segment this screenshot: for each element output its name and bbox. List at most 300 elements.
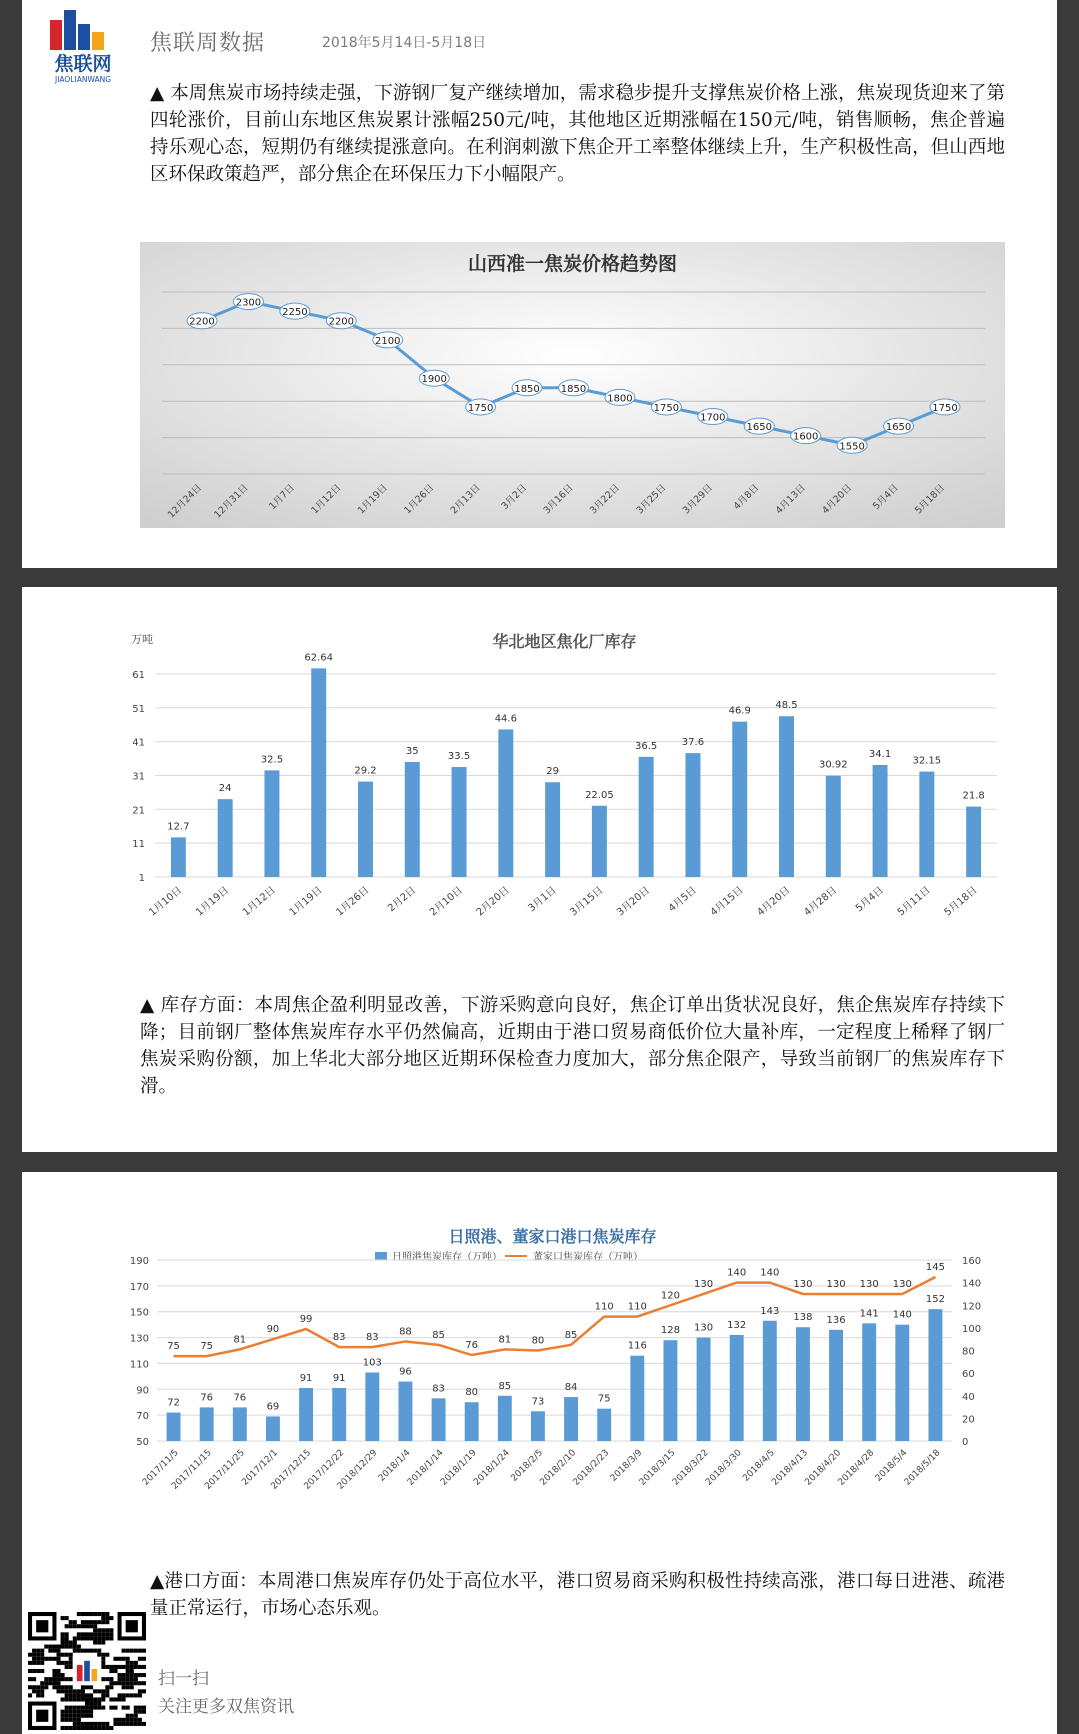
qr-module: [32, 1685, 36, 1689]
qr-module: [122, 1693, 126, 1697]
qr-module: [85, 1624, 89, 1628]
qr-module: [126, 1681, 130, 1685]
x-tick-label: 3月25日: [634, 482, 669, 517]
qr-module: [65, 1624, 69, 1628]
qr-module: [138, 1718, 142, 1722]
line-value-label: 85: [564, 1329, 578, 1341]
qr-module: [118, 1722, 122, 1726]
rizhao-bar: [299, 1388, 313, 1441]
line-value-label: 80: [531, 1335, 545, 1347]
qr-module: [134, 1693, 138, 1697]
bar-value-label: 72: [167, 1397, 180, 1409]
rizhao-bar: [200, 1407, 214, 1441]
qr-module: [101, 1612, 105, 1616]
x-tick-label: 3月16日: [541, 482, 576, 517]
x-tick-label: 3月29日: [680, 482, 715, 517]
qr-module: [36, 1661, 40, 1665]
line-value-label: 99: [299, 1314, 313, 1326]
bar-value-label: 85: [498, 1380, 512, 1392]
x-tick-label: 2018/3/9: [608, 1448, 645, 1484]
qr-module: [93, 1632, 97, 1636]
x-tick-label: 2018/1/4: [376, 1448, 413, 1484]
y-right-tick-label: 20: [962, 1414, 975, 1426]
qr-module: [89, 1710, 93, 1714]
qr-module: [134, 1706, 138, 1710]
bar-value-label: 76: [200, 1392, 214, 1404]
bar-value-label: 48.5: [775, 700, 798, 712]
qr-module: [65, 1661, 69, 1665]
y-unit-label: 万吨: [131, 633, 153, 646]
port-card: [22, 1172, 1057, 1734]
x-tick-label: 4月8日: [731, 482, 762, 513]
data-label: 1850: [560, 383, 587, 395]
bar-value-label: 35: [405, 745, 419, 757]
qr-module: [56, 1649, 60, 1653]
qr-module: [97, 1706, 101, 1710]
qr-module: [85, 1612, 89, 1616]
line-value-label: 110: [594, 1301, 614, 1313]
rizhao-bar: [398, 1382, 412, 1441]
qr-module: [93, 1636, 97, 1640]
x-tick-label: 5月4日: [870, 482, 901, 513]
line-value-label: 120: [660, 1290, 680, 1302]
line-value-label: 81: [498, 1334, 512, 1346]
x-tick-label: 2018/4/28: [836, 1448, 877, 1488]
qr-module: [138, 1706, 142, 1710]
bar-value-label: 96: [399, 1366, 412, 1378]
qr-module: [85, 1620, 89, 1624]
qr-module: [32, 1677, 36, 1681]
qr-finder-core: [126, 1620, 138, 1632]
inventory-bar: [966, 807, 981, 877]
y-tick-label: 1: [138, 873, 145, 884]
qr-module: [105, 1689, 109, 1693]
qr-module: [105, 1685, 109, 1689]
qr-module: [32, 1669, 36, 1673]
qr-module: [101, 1706, 105, 1710]
bar-value-label: 44.6: [494, 713, 517, 725]
qr-module: [126, 1669, 130, 1673]
line-value-label: 90: [266, 1324, 280, 1336]
qr-module: [32, 1653, 36, 1657]
y-left-tick-label: 90: [136, 1385, 149, 1397]
qr-module: [134, 1681, 138, 1685]
qr-module: [113, 1657, 117, 1661]
qr-module: [77, 1706, 81, 1710]
bar-value-label: 136: [826, 1314, 846, 1326]
rizhao-bar: [531, 1411, 545, 1441]
qr-module: [130, 1649, 134, 1653]
qr-module: [73, 1706, 77, 1710]
inventory-card: [22, 587, 1057, 1152]
qr-module: [126, 1693, 130, 1697]
rizhao-bar: [895, 1325, 909, 1441]
qr-module: [65, 1685, 69, 1689]
bar-value-label: 24: [218, 783, 232, 795]
qr-module: [77, 1697, 81, 1701]
qr-module: [52, 1685, 56, 1689]
qr-module: [81, 1706, 85, 1710]
qr-module: [93, 1624, 97, 1628]
qr-module: [97, 1653, 101, 1657]
data-label: 1550: [839, 441, 865, 453]
qr-module: [109, 1636, 113, 1640]
inventory-bar: [218, 799, 233, 877]
qr-module: [81, 1714, 85, 1718]
qr-module: [65, 1653, 69, 1657]
qr-module: [65, 1714, 69, 1718]
qr-module: [36, 1689, 40, 1693]
bar-value-label: 83: [432, 1383, 445, 1395]
qr-module: [85, 1693, 89, 1697]
legend-label-dongjiakou: 董家口焦炭库存（万吨）: [533, 1252, 643, 1263]
data-label: 1750: [932, 402, 958, 414]
qr-module: [81, 1726, 85, 1730]
qr-module: [56, 1681, 60, 1685]
qr-module: [28, 1677, 32, 1681]
x-tick-label: 1月12日: [240, 884, 278, 919]
qr-module: [85, 1632, 89, 1636]
data-label: 2200: [328, 316, 355, 328]
rizhao-bar: [365, 1372, 379, 1441]
x-tick-label: 2018/3/22: [670, 1448, 711, 1488]
qr-module: [56, 1653, 60, 1657]
qr-module: [101, 1620, 105, 1624]
x-tick-label: 4月20日: [755, 884, 793, 919]
rizhao-bar: [630, 1356, 644, 1441]
qr-module: [101, 1693, 105, 1697]
qr-module: [118, 1657, 122, 1661]
qr-module: [126, 1677, 130, 1681]
rizhao-bar: [432, 1398, 446, 1441]
qr-module: [134, 1710, 138, 1714]
qr-module: [65, 1718, 69, 1722]
qr-module: [61, 1714, 65, 1718]
qr-module: [69, 1718, 73, 1722]
qr-module: [28, 1669, 32, 1673]
qr-module: [69, 1657, 73, 1661]
qr-module: [77, 1718, 81, 1722]
qr-module: [122, 1718, 126, 1722]
coking-inventory-chart: [117, 627, 1012, 942]
qr-module: [101, 1697, 105, 1701]
qr-module: [40, 1653, 44, 1657]
qr-module: [101, 1677, 105, 1681]
qr-module: [122, 1697, 126, 1701]
qr-module: [44, 1685, 48, 1689]
qr-module: [89, 1693, 93, 1697]
qr-module: [77, 1636, 81, 1640]
bar-value-label: 62.64: [304, 652, 334, 664]
bar-value-label: 34.1: [868, 748, 892, 760]
qr-module: [118, 1677, 122, 1681]
report-date: 2018年5月14日-5月18日: [322, 35, 487, 51]
qr-module: [40, 1661, 44, 1665]
qr-module: [105, 1653, 109, 1657]
qr-module: [44, 1657, 48, 1661]
qr-module: [105, 1726, 109, 1730]
qr-module: [77, 1645, 81, 1649]
qr-module: [89, 1697, 93, 1701]
bar-value-label: 143: [760, 1305, 780, 1317]
qr-module: [85, 1714, 89, 1718]
x-tick-label: 3月2日: [499, 482, 530, 513]
qr-module: [142, 1706, 146, 1710]
rizhao-bar: [697, 1338, 711, 1441]
qr-module: [69, 1726, 73, 1730]
x-tick-label: 2018/2/10: [538, 1448, 579, 1488]
x-tick-label: 12月24日: [165, 482, 205, 521]
qr-module: [101, 1640, 105, 1644]
chart-title: 日照港、董家口港口焦炭库存: [448, 1227, 657, 1246]
qr-module: [40, 1669, 44, 1673]
qr-module: [69, 1677, 73, 1681]
x-tick-label: 5月11日: [895, 884, 933, 919]
qr-module: [138, 1693, 142, 1697]
qr-module: [85, 1702, 89, 1706]
x-tick-label: 2017/11/25: [203, 1448, 247, 1492]
qr-module: [77, 1726, 81, 1730]
qr-module: [93, 1702, 97, 1706]
qr-module: [126, 1706, 130, 1710]
bar-value-label: 29: [546, 766, 559, 778]
port-paragraph: ▲港口方面：本周港口焦炭库存仍处于高位水平，港口贸易商采购积极性持续高涨，港口每日进港、疏港量正常运行，市场心态乐观。: [150, 1571, 1005, 1619]
bar-value-label: 132: [727, 1319, 747, 1331]
qr-module: [130, 1714, 134, 1718]
data-label: 1750: [467, 402, 494, 414]
x-tick-label: 3月1日: [526, 884, 559, 915]
x-tick-label: 2018/2/23: [571, 1448, 612, 1488]
qr-module: [81, 1689, 85, 1693]
x-tick-label: 2018/2/5: [509, 1448, 546, 1484]
bar-value-label: 29.2: [354, 765, 377, 777]
qr-module: [73, 1718, 77, 1722]
qr-module: [73, 1624, 77, 1628]
bar-value-label: 37.6: [681, 737, 705, 749]
qr-module: [97, 1628, 101, 1632]
qr-module: [122, 1677, 126, 1681]
qr-module: [113, 1718, 117, 1722]
qr-module: [109, 1665, 113, 1669]
qr-module: [105, 1632, 109, 1636]
qr-module: [89, 1706, 93, 1710]
y-right-tick-label: 160: [962, 1256, 982, 1267]
qr-module: [126, 1649, 130, 1653]
x-tick-label: 1月10日: [147, 884, 185, 919]
qr-module: [101, 1689, 105, 1693]
y-right-tick-label: 80: [962, 1346, 975, 1358]
bar-value-label: 12.7: [167, 821, 190, 833]
port-inventory-chart: [117, 1224, 1012, 1494]
qr-module: [122, 1665, 126, 1669]
rizhao-bar: [266, 1416, 280, 1441]
bar-value-label: 69: [266, 1401, 280, 1413]
qr-module: [93, 1640, 97, 1644]
qr-module: [93, 1697, 97, 1701]
logo-bar-blue2: [78, 24, 90, 50]
qr-module: [81, 1624, 85, 1628]
qr-module: [48, 1657, 52, 1661]
qr-module: [122, 1649, 126, 1653]
x-tick-label: 12月31日: [212, 482, 251, 521]
qr-module: [81, 1693, 85, 1697]
y-right-tick-label: 140: [962, 1278, 982, 1290]
qr-module: [122, 1673, 126, 1677]
bar-value-label: 84: [564, 1382, 578, 1394]
qr-module: [109, 1677, 113, 1681]
y-tick-label: 31: [132, 771, 145, 783]
y-left-tick-label: 110: [129, 1359, 149, 1371]
qr-module: [56, 1661, 60, 1665]
y-left-tick-label: 150: [129, 1307, 149, 1319]
qr-module: [109, 1726, 113, 1730]
line-value-label: 140: [760, 1267, 780, 1279]
qr-module: [73, 1636, 77, 1640]
qr-module: [69, 1661, 73, 1665]
qr-module: [122, 1657, 126, 1661]
qr-module: [118, 1665, 122, 1669]
qr-module: [69, 1706, 73, 1710]
line-value-label: 130: [892, 1278, 912, 1290]
rizhao-bar: [332, 1388, 346, 1441]
legend-label-rizhao: 日照港焦炭库存（万吨）: [392, 1252, 502, 1263]
qr-module: [101, 1665, 105, 1669]
qr-module: [97, 1632, 101, 1636]
line-value-label: 130: [859, 1278, 879, 1290]
line-value-label: 110: [627, 1301, 647, 1313]
qr-module: [77, 1632, 81, 1636]
qr-module: [81, 1620, 85, 1624]
qr-module: [81, 1632, 85, 1636]
x-tick-label: 2018/3/30: [704, 1448, 744, 1488]
qr-finder-core: [36, 1710, 48, 1722]
qr-module: [89, 1632, 93, 1636]
qr-module: [65, 1616, 69, 1620]
qr-module: [40, 1681, 44, 1685]
qr-module: [126, 1714, 130, 1718]
qr-module: [61, 1689, 65, 1693]
qr-module: [40, 1693, 44, 1697]
qr-module: [56, 1685, 60, 1689]
qr-module: [40, 1657, 44, 1661]
jiaolian-logo: [28, 4, 138, 86]
inventory-bar: [873, 765, 888, 877]
qr-module: [32, 1657, 36, 1661]
bar-value-label: 22.05: [585, 789, 614, 801]
qr-module: [61, 1710, 65, 1714]
inventory-bar: [732, 722, 747, 877]
bar-value-label: 152: [925, 1294, 945, 1306]
logo-bar-blue: [64, 10, 76, 50]
qr-module: [65, 1665, 69, 1669]
qr-module: [28, 1685, 32, 1689]
inventory-bar: [452, 767, 467, 877]
qr-module: [61, 1661, 65, 1665]
qr-module: [65, 1632, 69, 1636]
x-tick-label: 3月20日: [615, 884, 653, 919]
qr-module: [85, 1706, 89, 1710]
qr-module: [105, 1616, 109, 1620]
qr-module: [130, 1718, 134, 1722]
qr-module: [73, 1645, 77, 1649]
x-tick-label: 2月2日: [386, 884, 419, 915]
qr-module: [142, 1689, 146, 1693]
qr-module: [85, 1710, 89, 1714]
dongjiakou-line: [174, 1277, 936, 1356]
x-tick-label: 3月22日: [588, 482, 623, 517]
qr-module: [142, 1710, 146, 1714]
qr-module: [126, 1685, 130, 1689]
qr-module: [56, 1677, 60, 1681]
x-tick-label: 2018/4/20: [803, 1448, 844, 1488]
qr-module: [73, 1620, 77, 1624]
x-tick-label: 2018/4/13: [770, 1448, 811, 1488]
qr-module: [138, 1689, 142, 1693]
x-tick-label: 3月15日: [568, 884, 606, 919]
qr-module: [61, 1677, 65, 1681]
qr-module: [118, 1718, 122, 1722]
line-value-label: 140: [727, 1267, 747, 1279]
bar-value-label: 32.15: [912, 755, 942, 767]
qr-module: [130, 1665, 134, 1669]
bar-value-label: 130: [694, 1322, 714, 1334]
qr-module: [122, 1681, 126, 1685]
qr-module: [69, 1653, 73, 1657]
x-tick-label: 2017/12/22: [302, 1448, 347, 1492]
chart-title: 山西准一焦炭价格趋势图: [467, 253, 678, 275]
x-tick-label: 2月13日: [448, 482, 483, 517]
qr-code[interactable]: [28, 1612, 146, 1730]
bar-value-label: 32.5: [260, 754, 284, 766]
qr-module: [134, 1673, 138, 1677]
qr-module: [97, 1689, 101, 1693]
x-tick-label: 4月28日: [802, 884, 840, 919]
follow-label: 关注更多双焦资讯: [158, 1697, 294, 1717]
qr-module: [52, 1645, 56, 1649]
logo-bar-red: [50, 20, 62, 50]
rizhao-bar: [730, 1335, 744, 1441]
qr-module: [134, 1722, 138, 1726]
qr-module: [113, 1697, 117, 1701]
y-right-tick-label: 40: [962, 1391, 975, 1403]
qr-module: [61, 1632, 65, 1636]
x-tick-label: 1月12日: [309, 482, 344, 517]
qr-module: [81, 1612, 85, 1616]
rizhao-bar: [928, 1309, 942, 1441]
qr-module: [97, 1697, 101, 1701]
qr-module: [65, 1636, 69, 1640]
qr-module: [93, 1706, 97, 1710]
rizhao-bar: [796, 1327, 810, 1441]
qr-module: [101, 1722, 105, 1726]
inventory-bar: [498, 729, 513, 877]
qr-module: [40, 1689, 44, 1693]
qr-module: [101, 1628, 105, 1632]
qr-module: [85, 1722, 89, 1726]
qr-module: [142, 1673, 146, 1677]
rizhao-bar: [862, 1323, 876, 1441]
qr-module: [69, 1697, 73, 1701]
qr-module: [52, 1673, 56, 1677]
qr-module: [97, 1640, 101, 1644]
inventory-bar: [311, 668, 326, 877]
qr-module: [69, 1685, 73, 1689]
x-tick-label: 1月26日: [334, 884, 372, 919]
qr-module: [32, 1649, 36, 1653]
qr-module: [40, 1649, 44, 1653]
x-tick-label: 2017/11/15: [170, 1448, 214, 1492]
qr-module: [105, 1722, 109, 1726]
